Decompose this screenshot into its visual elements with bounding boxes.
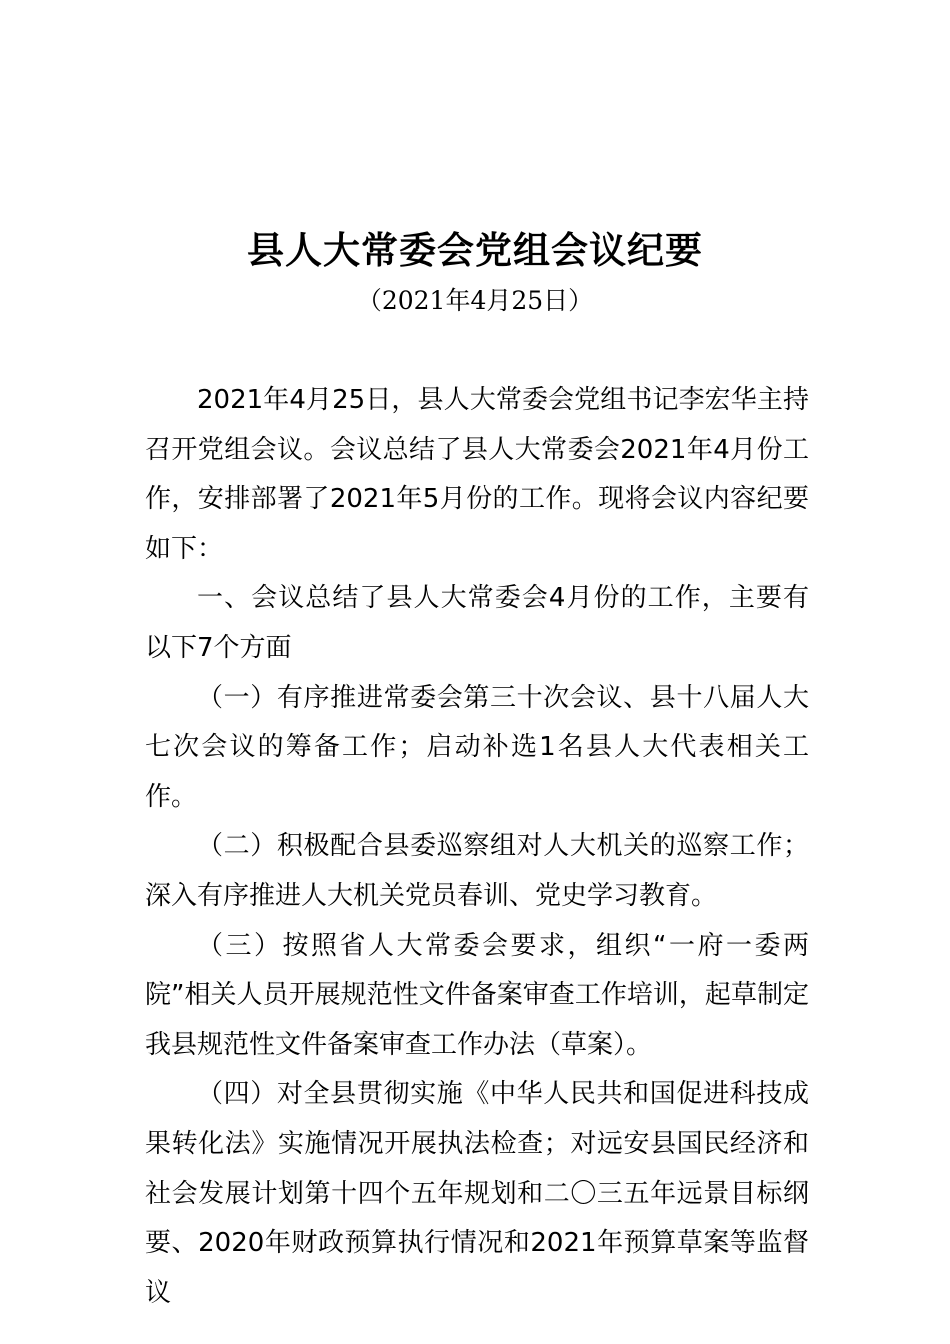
document-body: [145, 376, 809, 1318]
document-date: （2021年4月25日）: [356, 286, 594, 315]
paragraph-item-3: （三）按照省人大常委会要求，组织“一府一委两院”相关人员开展规范性文件备案审查工作培训，起草制定我县规范性文件备案审查工作办法（草案）。: [145, 930, 809, 1060]
paragraph-section-1: 一、会议总结了县人大常委会4月份的工作，主要有以下7个方面: [145, 583, 809, 663]
paragraph-intro: 2021年4月25日，县人大常委会党组书记李宏华主持召开党组会议。会议总结了县人大常委会2021年4月份工作，安排部署了2021年5月份的工作。现将会议内容纪要如下：: [145, 385, 809, 564]
document-title: 县人大常委会党组会议纪要: [247, 229, 703, 272]
paragraph-item-1: （一）有序推进常委会第三十次会议、县十八届人大七次会议的筹备工作；启动补选1名县人大代表相关工作。: [145, 682, 809, 812]
paragraph-item-4: （四）对全县贯彻实施《中华人民共和国促进科技成果转化法》实施情况开展执法检查；对远安县国民经济和社会发展计划第十四个五年规划和二〇三五年远景目标纲要、2020年财政预算执行情况和2021年预算草案等监督议: [145, 1079, 809, 1308]
paragraph-item-2: （二）积极配合县委巡察组对人大机关的巡察工作；深入有序推进人大机关党员春训、党史学习教育。: [145, 831, 809, 911]
